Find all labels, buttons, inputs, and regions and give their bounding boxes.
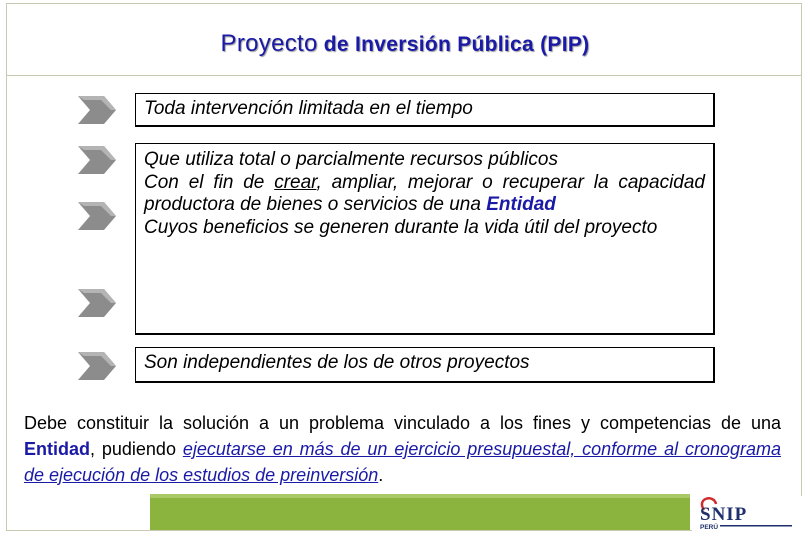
requirement-pre: Debe constituir la solución a un problema vinculado a los fines y competencias de una — [24, 413, 781, 433]
definition-text: Toda intervención limitada en el tiempo — [144, 98, 473, 119]
requirement-mid: , pudiendo — [90, 439, 183, 459]
svg-text:PERÚ: PERÚ — [700, 524, 719, 531]
definition-box-independence — [135, 347, 715, 383]
title-divider — [6, 75, 802, 76]
definition-box-time — [135, 93, 715, 127]
title-part2: de Inversión Pública (PIP) — [317, 33, 590, 56]
svg-text:SNIP: SNIP — [700, 504, 748, 525]
requirement-paragraph — [24, 410, 781, 488]
snip-logo-graphic — [692, 496, 802, 532]
purpose-link[interactable]: crear — [274, 171, 317, 193]
title-part1: Proyecto — [220, 30, 318, 57]
footer-bar — [150, 498, 690, 530]
definition-box-resources — [135, 143, 715, 335]
definition-text-purpose — [144, 172, 705, 217]
chevron-right-icon — [78, 202, 116, 230]
definition-text-resources: Que utiliza total o parcialmente recursos públicos — [144, 149, 558, 170]
slide-title — [0, 30, 810, 58]
chevron-right-icon — [78, 352, 116, 380]
definition-text-benefits: Cuyos beneficios se generen durante la vida útil del proyecto — [144, 216, 658, 238]
purpose-post: , ampliar, mejorar o recuperar la capacidad productora de bienes o servicios de una — [144, 171, 705, 215]
purpose-entity: Entidad — [486, 194, 556, 215]
purpose-pre: Con el fin de — [144, 171, 275, 193]
requirement-entity: Entidad — [24, 439, 90, 459]
snip-logo — [692, 496, 802, 532]
chevron-right-icon — [78, 146, 116, 174]
chevron-right-icon — [78, 96, 116, 124]
definition-text: Son independientes de los de otros proyectos — [144, 352, 530, 373]
requirement-end: . — [378, 465, 384, 485]
chevron-right-icon — [78, 289, 116, 317]
requirement-link[interactable]: ejecutarse en más de un ejercicio presupuestal, conforme al cronograma de ejecución de los estudios de preinversión — [24, 439, 781, 485]
